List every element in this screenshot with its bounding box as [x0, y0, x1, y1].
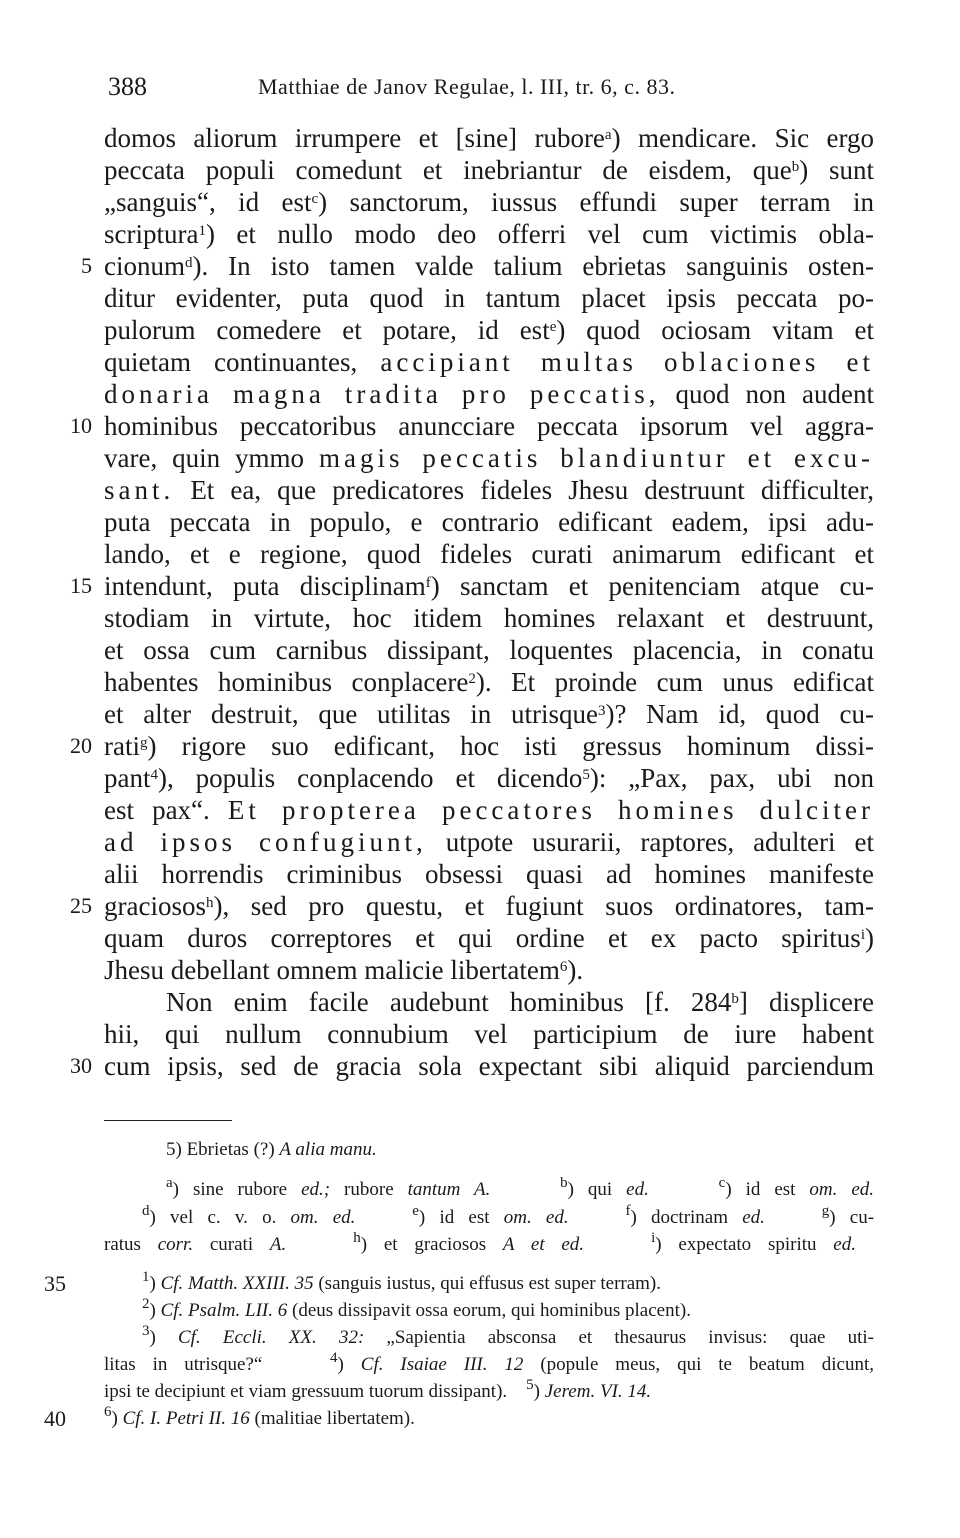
text-line: rati$^g$) rigore suo edificant, hoc isti gressus hominum dissi-: [104, 731, 874, 761]
text-line: peccata populi comedunt et inebriantur de eisdem, que$^b$) sunt: [104, 155, 875, 185]
text-line: vare, quin ymmo magis peccatis blandiuntur et excu-: [104, 443, 874, 473]
source-note: $^1$) Cf. Matth. XXIII. 35 (sanguis iustus, qui effusus est super terram).: [142, 1269, 662, 1294]
apparatus-line: $^d$) vel c. v. o. om. ed. $^e$) id est om. ed. $^f$) doctrinam ed. $^g$) cu-: [142, 1203, 875, 1228]
text-line: domos aliorum irrumpere et [sine] rubore$^a$) mendicare. Sic ergo: [104, 123, 874, 153]
text-line: ditur evidenter, puta quod in tantum placet ipsis peccata po-: [104, 283, 874, 313]
source-note: $^3$) Cf. Eccli. XX. 32: „Sapientia absconsa et thesaurus invisus: quae uti-: [142, 1323, 874, 1348]
source-note: $^6$) Cf. I. Petri II. 16 (malitiae libertatem).: [104, 1404, 415, 1429]
source-note: $^2$) Cf. Psalm. LII. 6 (deus dissipavit ossa eorum, qui hominibus placent).: [142, 1296, 691, 1321]
text-line: et alter destruit, que utilitas in utrisque$^3$)? Nam id, quod cu-: [104, 699, 875, 729]
text-line: ad ipsos confugiunt, utpote usurarii, raptores, adulteri et: [104, 827, 874, 857]
text-line: habentes hominibus conplacere$^2$). Et proinde cum unus edificat: [104, 667, 874, 697]
text-line: quam duros correptores et qui ordine et ex pacto spiritus$^i$): [104, 923, 874, 953]
text-line: et ossa cum carnibus dissipant, loquentes placencia, in conatu: [104, 635, 874, 665]
text-line: Non enim facile audebunt hominibus [f. 284$^b$] displicere: [166, 987, 874, 1017]
text-line: stodiam in virtute, hoc itidem homines relaxant et destruunt,: [104, 603, 874, 633]
line-number: 15: [70, 573, 92, 598]
text-line: lando, et e regione, quod fideles curati animarum edificant et: [104, 539, 874, 569]
text-line: donaria magna tradita pro peccatis, quod non audent: [104, 379, 874, 409]
line-number: 10: [70, 413, 92, 438]
source-note: ipsi te decipiunt et viam gressuum tuorum dissipant). $^5$) Jerem. VI. 14.: [104, 1377, 652, 1402]
running-head: Matthiae de Janov Regulae, l. III, tr. 6, c. 83.: [258, 74, 676, 99]
line-number: 35: [44, 1271, 66, 1296]
text-line: graciosos$^h$), sed pro questu, et fugiunt suos ordinatores, tam-: [104, 891, 874, 921]
line-number: 25: [70, 893, 92, 918]
page-header: [108, 72, 888, 102]
text-line: puta peccata in populo, e contrario edificant eadem, ipsi adu-: [104, 507, 874, 537]
text-line: pulorum comedere et potare, id est$^e$) quod ociosam vitam et: [104, 315, 874, 345]
page-number: 388: [108, 72, 147, 101]
text-line: intendunt, puta disciplinam$^f$) sanctam et penitenciam atque cu-: [104, 571, 874, 601]
footnote-line: 5) Ebrietas (?) A alia manu.: [166, 1139, 377, 1160]
text-line: scriptura$^1$) et nullo modo deo offerri vel cum victimis obla-: [104, 219, 874, 249]
text-line: cum ipsis, sed de gracia sola expectant sibi aliquid parciendum: [104, 1051, 874, 1081]
text-line: hominibus peccatoribus anuncciare peccata ipsorum vel aggra-: [104, 411, 874, 441]
line-number: 40: [44, 1406, 66, 1431]
source-note: litas in utrisque?“ $^4$) Cf. Isaiae III. 12 (popule meus, qui te beatum dicunt,: [104, 1350, 874, 1375]
footnote-rule: [104, 1120, 232, 1121]
text-line: cionum$^d$). In isto tamen valde talium ebrietas sanguinis osten-: [104, 251, 874, 281]
text-line: quietam continuantes, accipiant multas oblaciones et: [104, 347, 874, 377]
text-line: pant$^4$), populis conplacendo et dicendo$^5$): „Pax, pax, ubi non: [104, 763, 874, 793]
text-line: Jhesu debellant omnem malicie libertatem$^6$).: [104, 955, 584, 985]
text-line: est pax“. Et propterea peccatores homines dulciter: [104, 795, 874, 825]
text-line: sant. Et ea, que predicatores fideles Jhesu destruunt difficulter,: [104, 475, 874, 505]
line-number: 5: [81, 253, 92, 278]
line-number: 30: [70, 1053, 92, 1078]
text-line: alii horrendis criminibus obsessi quasi ad homines manifeste: [104, 859, 874, 889]
apparatus-line: ratus corr. curati A. $^h$) et graciosos A et ed. $^i$) expectato spiritu ed.: [104, 1230, 856, 1255]
apparatus-line: $^a$) sine rubore ed.; rubore tantum A. $^b$) qui ed. $^c$) id est om. ed.: [166, 1175, 875, 1200]
line-number: 20: [70, 733, 92, 758]
text-line: „sanguis“, id est$^c$) sanctorum, iussus effundi super terram in: [104, 187, 874, 217]
text-line: hii, qui nullum connubium vel participium de iure habent: [104, 1019, 874, 1049]
